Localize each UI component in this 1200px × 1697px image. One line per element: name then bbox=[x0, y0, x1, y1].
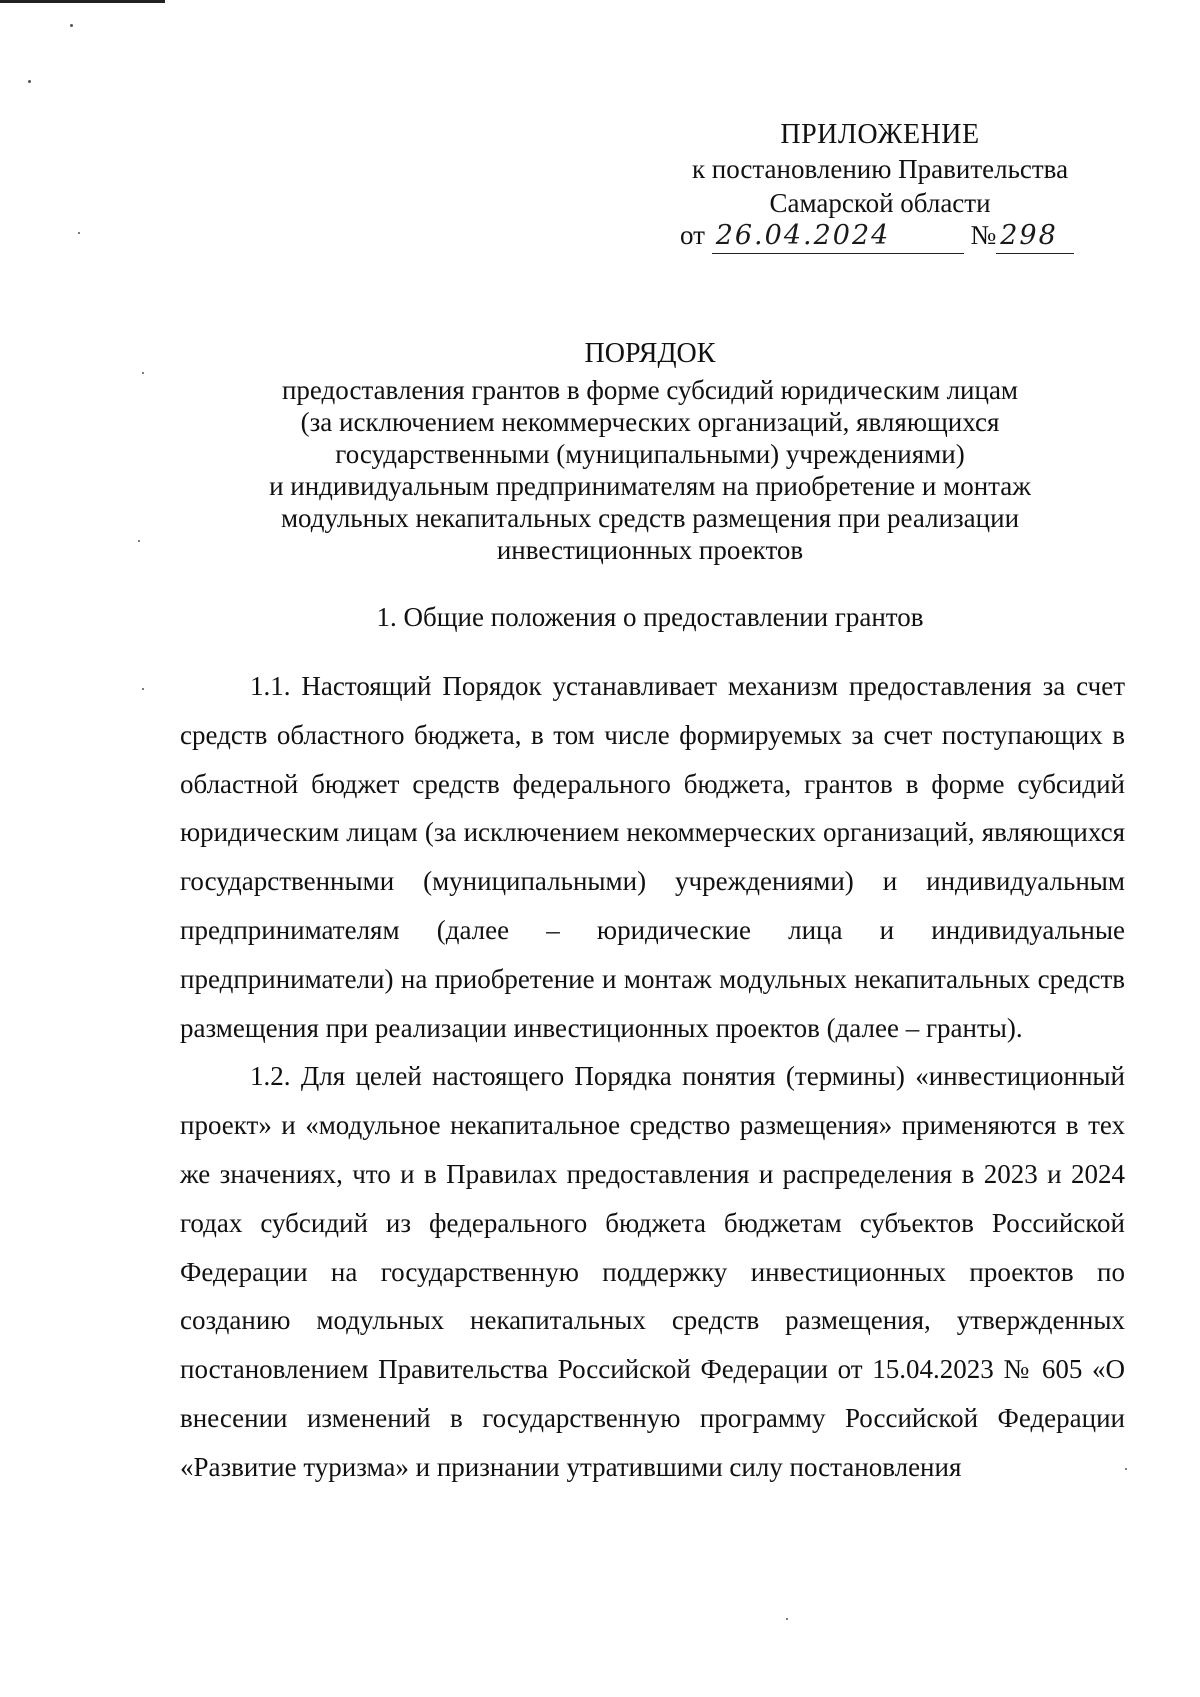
appendix-date-line bbox=[680, 218, 1100, 254]
document-subtitle-line: (за исключением некоммерческих организаций, являющихся bbox=[300, 407, 1000, 437]
document-subtitle-line: предоставления грантов в форме субсидий юридическим лицам bbox=[281, 375, 1019, 405]
scan-speck bbox=[138, 540, 140, 542]
scan-edge-line bbox=[0, 0, 165, 3]
document-title: ПОРЯДОК bbox=[584, 338, 716, 369]
document-body bbox=[180, 662, 1125, 1492]
paragraph: 1.2. Для целей настоящего Порядка понятия (термины) «инвестиционный проект» и «модульное некапитальное средство размещения» применяются в тех же значениях, что и в Правилах предоставления и распределения в 2023 и 2024 годах субсидий из федерального бюджета бюджетам субъектов Российской Федерации на государственную поддержку инвестиционных проектов по созданию модульных некапитальных средств размещения, утвержденных постановлением Правительства Российской Федерации от 15.04.2023 № 605 «О внесении изменений в государственную программу Российской Федерации «Развитие туризма» и признании утратившими силу постановления bbox=[180, 1061, 1125, 1482]
document-subtitle-line: модульных некапитальных средств размещения при реализации bbox=[280, 503, 1020, 533]
section-title: 1. Общие положения о предоставлении грантов bbox=[376, 602, 924, 632]
document-subtitle-line: и индивидуальным предпринимателям на приобретение и монтаж bbox=[269, 471, 1031, 501]
handwritten-number: 298 bbox=[996, 219, 1074, 254]
number-prefix: № bbox=[970, 220, 997, 250]
appendix-block bbox=[640, 118, 1120, 220]
scan-speck bbox=[28, 80, 31, 83]
scan-speck bbox=[78, 232, 80, 234]
document-subtitle-line: государственными (муниципальными) учреждениями) bbox=[335, 439, 965, 469]
date-prefix: от bbox=[680, 220, 705, 250]
appendix-line-2: Самарской области bbox=[769, 188, 991, 218]
scan-speck bbox=[70, 24, 73, 27]
scan-speck bbox=[142, 688, 144, 690]
scan-speck bbox=[142, 372, 144, 374]
scan-speck bbox=[786, 1618, 788, 1620]
handwritten-date: 26.04.2024 bbox=[712, 219, 964, 254]
scan-speck bbox=[1125, 1468, 1127, 1470]
appendix-line-1: к постановлению Правительства bbox=[691, 154, 1069, 184]
document-subtitle-line: инвестиционных проектов bbox=[496, 535, 804, 565]
document-heading bbox=[160, 338, 1140, 566]
paragraph: 1.1. Настоящий Порядок устанавливает механизм предоставления за счет средств областного бюджета, в том числе формируемых за счет поступающих в областной бюджет средств федерального бюджета, грантов в форме субсидий юридическим лицам (за исключением некоммерческих организаций, являющихся государственными (муниципальными) учреждениями) и индивидуальным предпринимателям (далее – юридические лица и индивидуальные предприниматели) на приобретение и монтаж модульных некапитальных средств размещения при реализации инвестиционных проектов (далее – гранты). bbox=[180, 671, 1125, 1043]
appendix-title: ПРИЛОЖЕНИЕ bbox=[780, 119, 980, 150]
